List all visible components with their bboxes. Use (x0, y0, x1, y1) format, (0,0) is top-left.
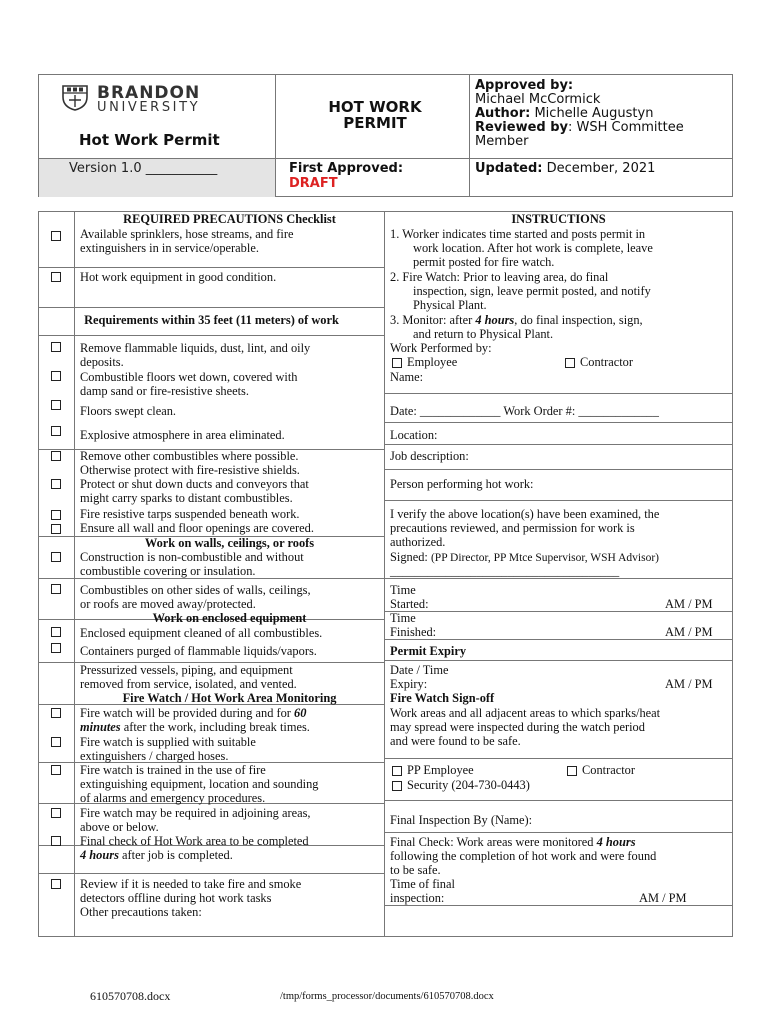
time-final-label: Time of final (390, 877, 455, 891)
precaution-item: Enclosed equipment cleaned of all combustibles. (80, 626, 323, 640)
checkbox[interactable] (51, 765, 61, 775)
performed-by-label: Work Performed by: (390, 341, 492, 355)
location-field[interactable]: Location: (390, 428, 438, 442)
employee-checkbox[interactable] (392, 358, 402, 368)
checkbox[interactable] (51, 400, 61, 410)
time-label: Time (390, 583, 416, 597)
expiry-ampm[interactable]: AM / PM (665, 677, 713, 691)
document-title: HOT WORK PERMIT (328, 98, 422, 132)
checkbox[interactable] (51, 708, 61, 718)
updated-date: Updated: December, 2021 (475, 161, 656, 176)
checklist-table (38, 211, 733, 937)
final-check-text: Final Check: Work areas were monitored 4 hours (390, 835, 636, 849)
signoff-heading: Fire Watch Sign-off (390, 691, 495, 705)
started-ampm[interactable]: AM / PM (665, 597, 713, 611)
requirements-35ft-heading: Requirements within 35 feet (11 meters) of work (84, 313, 339, 327)
verify-text: precautions reviewed, and permission for work is (390, 521, 635, 535)
started-field[interactable]: Started: (390, 597, 429, 611)
signoff-text: may spread were inspected during the watch period (390, 720, 645, 734)
footer-path: /tmp/forms_processor/documents/610570708.docx (280, 991, 494, 1002)
checkbox[interactable] (51, 510, 61, 520)
final-check-text: following the completion of hot work and were found (390, 849, 657, 863)
precaution-item: might carry sparks to distant combustibles. (80, 491, 293, 505)
precaution-item: minutes after the work, including break times. (80, 720, 310, 734)
pp-employee-checkbox[interactable] (392, 766, 402, 776)
precaution-item: Fire watch will be provided during and for 60 (80, 706, 307, 720)
header-table (38, 74, 733, 197)
precaution-item: Fire watch is trained in the use of fire (80, 763, 266, 777)
footer-filename: 610570708.docx (90, 989, 171, 1003)
precaution-item: Otherwise protect with fire-resistive shields. (80, 463, 300, 477)
draft-status: DRAFT (289, 176, 338, 191)
precaution-item: deposits. (80, 355, 124, 369)
contractor-label-2: Contractor (582, 763, 635, 777)
precaution-item: Containers purged of flammable liquids/vapors. (80, 644, 317, 658)
firewatch-heading: Fire Watch / Hot Work Area Monitoring (122, 691, 337, 705)
precaution-item: Remove flammable liquids, dust, lint, and oily (80, 341, 311, 355)
precaution-item: Fire resistive tarps suspended beneath work. (80, 507, 300, 521)
first-approved-label: First Approved: (289, 161, 404, 176)
checkbox[interactable] (51, 371, 61, 381)
checkbox[interactable] (51, 524, 61, 534)
signature-line[interactable]: _____________________________________ (390, 564, 620, 578)
final-check-text: to be safe. (390, 863, 441, 877)
pp-employee-label: PP Employee (407, 763, 474, 777)
instruction-line: work location. After hot work is complete, leave (413, 241, 653, 255)
other-precautions-field[interactable]: Other precautions taken: (80, 905, 202, 919)
precaution-item: Explosive atmosphere in area eliminated. (80, 428, 285, 442)
checkbox[interactable] (51, 342, 61, 352)
instruction-line: inspection, sign, leave permit posted, and notify (413, 284, 651, 298)
checkbox[interactable] (51, 584, 61, 594)
permit-label: Hot Work Permit (79, 131, 220, 149)
contractor-checkbox[interactable] (565, 358, 575, 368)
precaution-item: Construction is non-combustible and without (80, 550, 304, 564)
checkbox[interactable] (51, 627, 61, 637)
precaution-item: 4 hours after job is completed. (80, 848, 233, 862)
checkbox[interactable] (51, 479, 61, 489)
precaution-item: extinguishing equipment, location and sounding (80, 777, 319, 791)
checkbox[interactable] (51, 426, 61, 436)
inspection-time-field[interactable]: inspection: (390, 891, 445, 905)
checkbox[interactable] (51, 272, 61, 282)
precaution-item: extinguishers in in service/operable. (80, 241, 259, 255)
expiry-field[interactable]: Expiry: (390, 677, 428, 691)
version-field[interactable]: Version 1.0 ___________ (69, 161, 218, 176)
precaution-item: Available sprinklers, hose streams, and fire (80, 227, 294, 241)
precaution-item: Floors swept clean. (80, 404, 177, 418)
checkbox[interactable] (51, 643, 61, 653)
precaution-item: detectors offline during hot work tasks (80, 891, 272, 905)
precaution-item: Fire watch may be required in adjoining areas, (80, 806, 311, 820)
precaution-item: Ensure all wall and floor openings are covered. (80, 521, 314, 535)
inspection-ampm[interactable]: AM / PM (639, 891, 687, 905)
date-time-label: Date / Time (390, 663, 449, 677)
instruction-line: 1. Worker indicates time started and posts permit in (390, 227, 646, 241)
crest-icon (61, 83, 89, 111)
contractor-label: Contractor (580, 355, 633, 369)
walls-heading: Work on walls, ceilings, or roofs (144, 536, 315, 550)
checkbox[interactable] (51, 808, 61, 818)
precaution-item: Protect or shut down ducts and conveyors that (80, 477, 309, 491)
job-description-field[interactable]: Job description: (390, 449, 469, 463)
security-checkbox[interactable] (392, 781, 402, 791)
instruction-line: and return to Physical Plant. (413, 327, 554, 341)
checkbox[interactable] (51, 552, 61, 562)
person-performing-field[interactable]: Person performing hot work: (390, 477, 534, 491)
date-workorder-field[interactable]: Date: _____________ Work Order #: _____________ (390, 404, 659, 418)
precaution-item: combustible covering or insulation. (80, 564, 256, 578)
permit-expiry-heading: Permit Expiry (390, 644, 467, 658)
finished-ampm[interactable]: AM / PM (665, 625, 713, 639)
precaution-item: Remove other combustibles where possible. (80, 449, 299, 463)
instruction-line: permit posted for fire watch. (413, 255, 555, 269)
verify-text: I verify the above location(s) have been examined, the (390, 507, 660, 521)
precaution-item: Combustible floors wet down, covered with (80, 370, 298, 384)
checkbox[interactable] (51, 451, 61, 461)
checkbox[interactable] (51, 836, 61, 846)
instruction-line: 2. Fire Watch: Prior to leaving area, do final (390, 270, 609, 284)
employee-label: Employee (407, 355, 458, 369)
signed-field[interactable]: Signed: (PP Director, PP Mtce Supervisor, WSH Advisor) (390, 550, 659, 564)
precaution-item: or roofs are moved away/protected. (80, 597, 256, 611)
approval-block: Approved by: Michael McCormick Author: Michelle Augustyn Reviewed by: WSH Committee Member (475, 78, 684, 149)
instruction-line: 3. Monitor: after 4 hours, do final inspection, sign, (390, 313, 643, 327)
security-label: Security (204-730-0443) (407, 778, 530, 792)
finished-field[interactable]: Finished: (390, 625, 437, 639)
precaution-item: removed from service, isolated, and vented. (80, 677, 297, 691)
precaution-item: above or below. (80, 820, 159, 834)
final-inspection-field[interactable]: Final Inspection By (Name): (390, 813, 533, 827)
brandon-logo: BRANDON UNIVERSITY (61, 83, 211, 113)
precaution-item: Final check of Hot Work area to be completed (80, 834, 309, 848)
precaution-item: damp sand or fire-resistive sheets. (80, 384, 249, 398)
precaution-item: of alarms and emergency procedures. (80, 791, 266, 805)
checkbox[interactable] (51, 737, 61, 747)
verify-text: authorized. (390, 535, 446, 549)
precautions-heading: REQUIRED PRECAUTIONS Checklist (123, 212, 336, 226)
name-field[interactable]: Name: (390, 370, 424, 384)
precaution-item: Hot work equipment in good condition. (80, 270, 277, 284)
signoff-text: and were found to be safe. (390, 734, 521, 748)
enclosed-heading: Work on enclosed equipment (152, 611, 307, 625)
precaution-item: Pressurized vessels, piping, and equipment (80, 663, 293, 677)
precaution-item: Fire watch is supplied with suitable (80, 735, 256, 749)
contractor-checkbox-2[interactable] (567, 766, 577, 776)
signoff-text: Work areas and all adjacent areas to which sparks/heat (390, 706, 661, 720)
precaution-item: Combustibles on other sides of walls, ceilings, (80, 583, 311, 597)
precaution-item: Review if it is needed to take fire and smoke (80, 877, 302, 891)
checkbox[interactable] (51, 231, 61, 241)
checkbox[interactable] (51, 879, 61, 889)
instructions-heading: INSTRUCTIONS (511, 212, 606, 226)
instruction-line: Physical Plant. (413, 298, 487, 312)
precaution-item: extinguishers / charged hoses. (80, 749, 229, 763)
time-label: Time (390, 611, 416, 625)
